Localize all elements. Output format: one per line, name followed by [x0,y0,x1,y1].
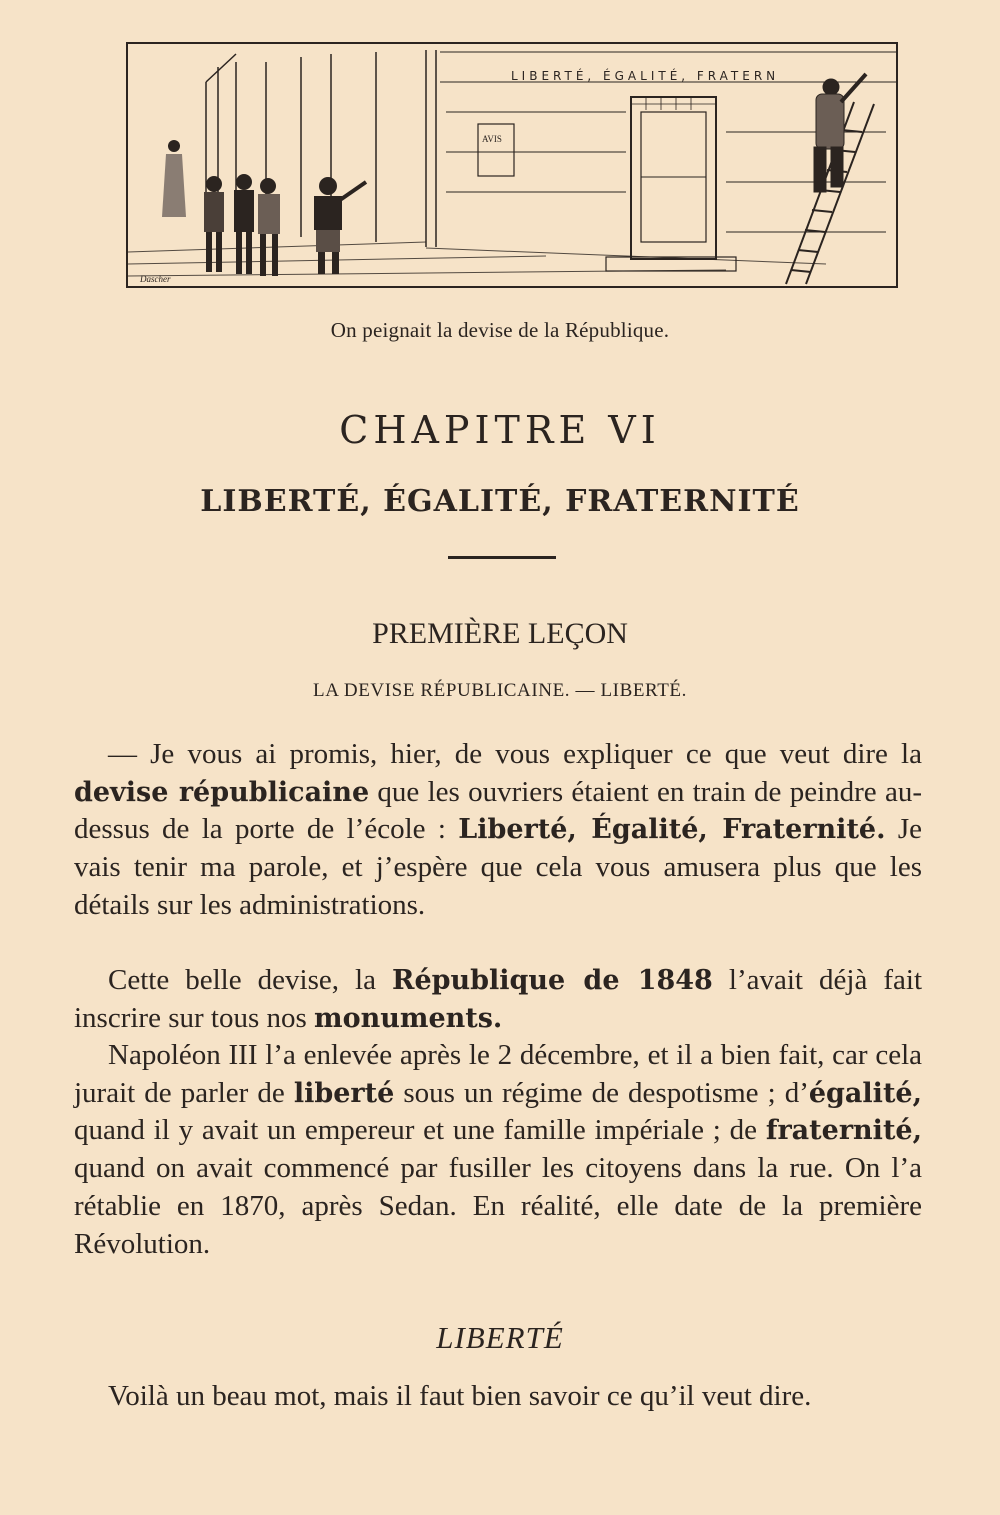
text-run: sous un régime de despotisme ; d’ [394,1076,809,1109]
text-run: Je vais tenir ma parole, et j’espère que cela vous amusera plus que les détails sur les administrations. [74,813,922,921]
chapter-title: LIBERTÉ, ÉGALITÉ, FRATERNITÉ [200,484,800,519]
text-run: l’avait déjà fait inscrire sur tous nos [74,964,923,1034]
bold-term: égalité, [808,1077,922,1109]
bold-term: fraternité, [765,1115,922,1147]
divider-rule [448,556,556,559]
text-run: quand on avait commencé par fusiller les citoyens dans la rue. On l’a rétablie en 1870, après Sedan. En réalité, elle date de la première Révolution. [74,1152,922,1260]
paragraph-3 [74,1037,922,1263]
text-run: — Je vous ai promis, hier, de vous expliquer ce que veut dire la [108,738,922,770]
engraving-illustration [126,42,898,288]
bold-term: monuments. [314,1002,503,1034]
bold-term: République de 1848 [392,965,713,996]
paragraph-4 [74,1378,922,1416]
illustration-caption: On peignait la devise de la République. [330,318,670,342]
bold-term: liberté [293,1077,395,1109]
text-run: Napoléon III l’a enlevée après le 2 décembre, et il a bien fait, car cela jurait de parler de [74,1039,922,1109]
engraver-signature: Dascher [140,274,171,284]
notice-text: AVIS [482,134,502,144]
text-run: Voilà un beau mot, mais il faut bien savoir ce qu’il veut dire. [108,1380,812,1412]
chapter-number: CHAPITRE VI [339,408,661,452]
lesson-subtitle: LA DEVISE RÉPUBLICAINE. — LIBERTÉ. [313,680,687,701]
section-title: LIBERTÉ [436,1320,564,1355]
wall-inscription: LIBERTÉ, ÉGALITÉ, FRATERN [511,69,780,83]
text-run: que les ouvriers étaient en train de peindre au-dessus de la porte de l’école : [74,775,922,846]
paragraph-2 [74,962,922,1037]
lesson-title: PREMIÈRE LEÇON [372,617,628,650]
text-run: quand il y avait un empereur et une famille impériale ; de [74,1114,766,1147]
bold-term: Liberté, Égalité, Fraternité. [458,814,886,846]
paragraph-1 [74,736,922,925]
bold-term: devise républicaine [74,776,370,808]
text-run: Cette belle devise, la [108,964,393,996]
